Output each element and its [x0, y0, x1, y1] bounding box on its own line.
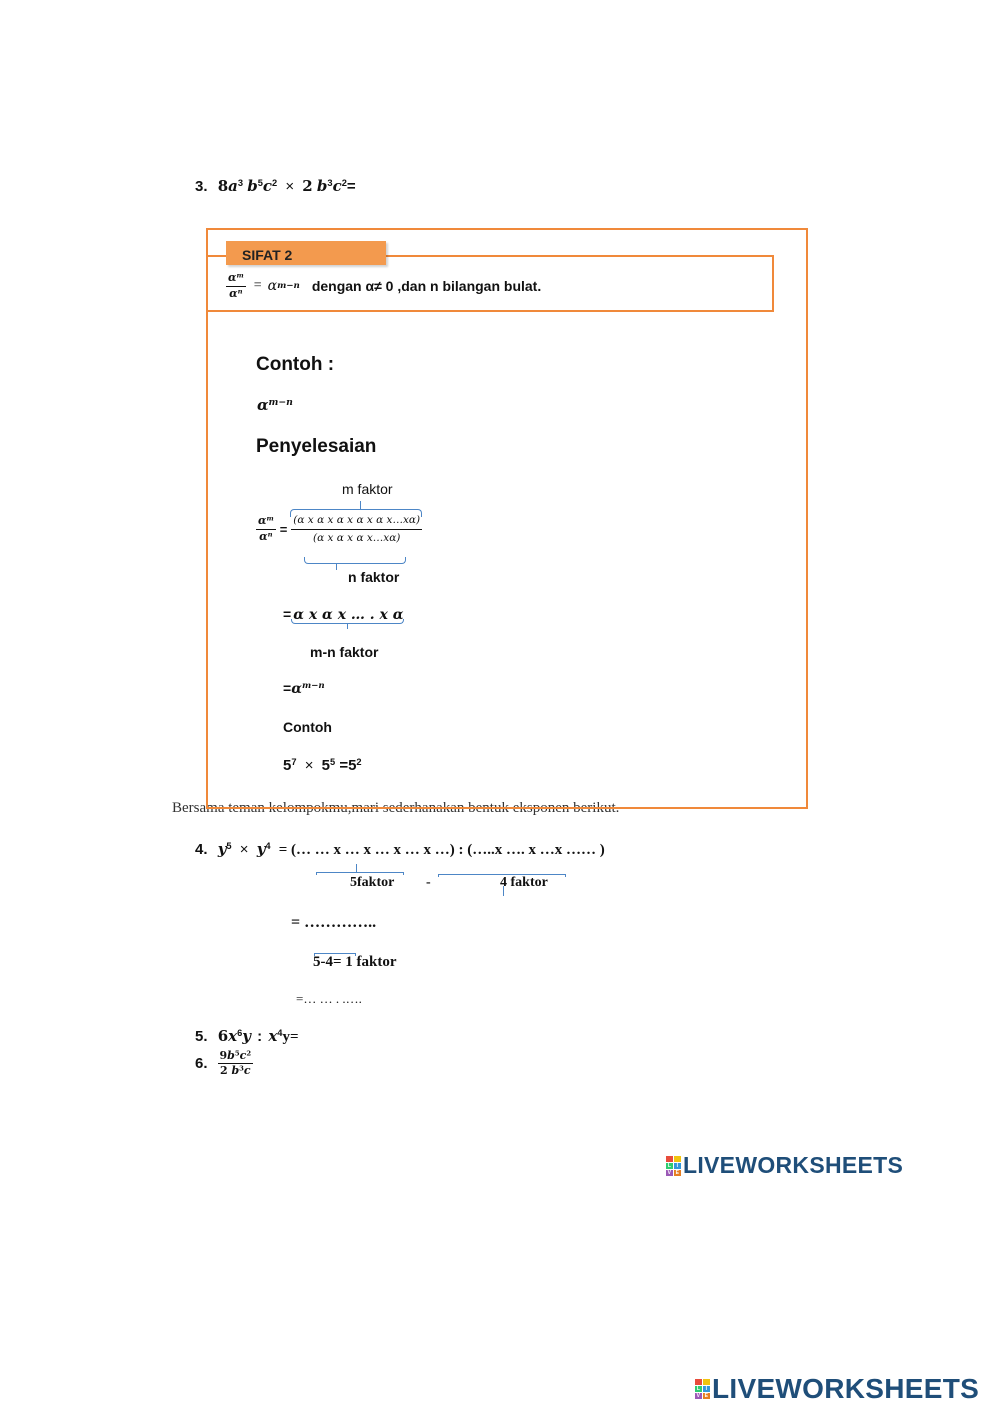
exponent: 4: [277, 1027, 283, 1038]
5faktor-brace-tick: [356, 864, 357, 872]
variable-c: c: [239, 1049, 247, 1062]
mn-faktor-brace-tick: [347, 624, 348, 629]
logo-mark-cell: I: [703, 1386, 710, 1392]
variable-a: a: [228, 177, 238, 195]
4faktor-label: 4 faktor: [500, 875, 548, 890]
5faktor-label: 5faktor: [350, 875, 395, 890]
times-sign: ×: [239, 841, 249, 858]
base: α: [258, 514, 267, 528]
exponent: m−n: [301, 681, 325, 692]
problem-5: [195, 1027, 299, 1046]
base: α: [291, 681, 302, 697]
expansion-blanks: = (… … x … x … x … x …) : (…..x …. x …x …… ): [278, 842, 605, 858]
base: α: [267, 278, 278, 295]
problem-number: 6.: [195, 1054, 208, 1072]
logo-mark-cell: [666, 1156, 673, 1162]
coefficient: 6: [217, 1027, 229, 1045]
equals-sign: =: [253, 278, 262, 294]
problem-number: 4.: [195, 841, 208, 858]
problem-4-step-blank: = …………..: [291, 914, 377, 931]
liveworksheets-logo: [666, 1152, 903, 1179]
exponent: 2: [356, 756, 362, 767]
times-sign: ×: [304, 757, 314, 774]
problem-6-fraction: [218, 1050, 254, 1076]
step-3: [283, 680, 325, 697]
exponent: n: [267, 530, 273, 539]
exponent: 3: [239, 1063, 244, 1072]
problem-4: [195, 840, 605, 859]
times-sign: ×: [285, 178, 295, 195]
m-faktor-brace-tick: [360, 501, 361, 509]
coefficient: 8: [217, 177, 229, 195]
logo-text: LIVEWORKSHEETS: [712, 1373, 980, 1404]
variable-y: y: [242, 1027, 251, 1045]
equals-sign: =: [346, 178, 356, 195]
logo-mark-cell: [695, 1379, 702, 1385]
logo-mark-cell: [674, 1156, 681, 1162]
mn-faktor-label: m-n faktor: [310, 644, 379, 660]
exponent: 2: [272, 177, 278, 188]
colon-sign: :: [257, 1028, 263, 1045]
variable-b: b: [247, 177, 258, 195]
exponent: 5: [226, 840, 232, 851]
penyelesaian-fraction: [256, 515, 422, 544]
variable-b: b: [231, 1063, 240, 1077]
contoh-label: Contoh: [283, 719, 332, 735]
variable-c: c: [262, 177, 273, 195]
exponent: m−n: [268, 396, 293, 408]
problem-4-step-blank-2: =… … . .….: [296, 991, 362, 1006]
exponent: 5: [257, 177, 263, 188]
instruction-text: Bersama teman kelompokmu,mari sederhanakan bentuk eksponen berikut.: [172, 800, 620, 816]
equals-sign: =: [283, 680, 292, 696]
contoh-expression: [257, 396, 293, 414]
rule-fraction: [226, 272, 246, 300]
variable-y: y: [217, 840, 227, 858]
coefficient: 2: [302, 177, 313, 195]
logo-mark-icon: [666, 1156, 681, 1176]
logo-mark-cell: V: [696, 1393, 701, 1399]
exponent: 5: [329, 756, 336, 767]
sifat-2-rule: $\frac{\alpha^m}{\alpha^n}$ = α m−n dengan α≠ 0 ,dan n bilangan bulat.: [228, 271, 542, 300]
exponent: 5: [234, 1049, 240, 1058]
exponent: 2: [246, 1049, 252, 1058]
coefficient: 2: [219, 1063, 228, 1077]
logo-mark-cell: [703, 1379, 710, 1385]
exponent: 7: [291, 756, 297, 767]
n-faktor-label: n faktor: [348, 569, 400, 585]
equals-sign: =: [279, 522, 288, 538]
logo-mark-cell: E: [704, 1393, 709, 1399]
variable-c: c: [243, 1063, 251, 1077]
sifat-2-label: SIFAT 2: [242, 247, 293, 263]
base: 5: [283, 757, 292, 774]
step-2-expression: α x α x … . x α: [293, 607, 404, 623]
problem-number: 3.: [195, 178, 208, 195]
exponent: n: [237, 286, 243, 295]
expanded-numerator: (α x α x α x α x α x…xα): [291, 515, 422, 530]
exponent: m: [236, 271, 244, 280]
equals-sign: =: [339, 757, 349, 774]
logo-mark-cell: L: [696, 1386, 701, 1392]
liveworksheets-logo-footer: [695, 1373, 979, 1405]
equals-sign: =: [283, 606, 292, 622]
variable-x: x: [268, 1027, 278, 1045]
m-faktor-label: m faktor: [342, 481, 393, 497]
logo-mark-cell: I: [674, 1163, 681, 1169]
logo-mark-cell: E: [675, 1169, 680, 1176]
exponent: m: [266, 514, 274, 523]
logo-mark-cell: L: [667, 1162, 672, 1169]
variable-y: y: [256, 840, 266, 858]
exponent: 2: [341, 177, 347, 188]
example-equation: [283, 757, 362, 774]
variable-b: b: [227, 1049, 235, 1062]
exponent: 4: [265, 840, 271, 851]
minus-sign: -: [426, 875, 431, 890]
rule-description: dengan α≠ 0 ,dan n bilangan bulat.: [311, 278, 542, 295]
variable-x: x: [228, 1027, 238, 1045]
exponent: 6: [237, 1027, 243, 1038]
difference-label: 5-4= 1 faktor: [313, 954, 397, 970]
base: α: [257, 396, 269, 414]
logo-text: LIVEWORKSHEETS: [683, 1152, 904, 1178]
base: α: [228, 271, 237, 284]
base: 5: [348, 757, 357, 774]
base: α: [229, 286, 238, 300]
left-fraction: [256, 515, 276, 543]
problem-number: 5.: [195, 1028, 208, 1045]
n-faktor-brace-tick: [336, 564, 337, 570]
exponent: 3: [327, 177, 333, 188]
exponent: 3: [237, 177, 244, 188]
logo-mark-icon: [695, 1379, 710, 1399]
variable-b: b: [316, 177, 328, 195]
penyelesaian-heading: Penyelesaian: [256, 436, 377, 457]
contoh-heading: Contoh :: [256, 354, 335, 375]
base: 5: [321, 757, 330, 774]
problem-5-tail: y=: [282, 1029, 299, 1045]
variable-c: c: [332, 177, 342, 195]
expanded-denominator: (α x α x α x…xα): [312, 532, 401, 545]
logo-mark-cell: V: [667, 1169, 672, 1176]
expanded-fraction: [291, 515, 422, 544]
n-faktor-brace: [304, 557, 406, 564]
problem-6: [195, 1050, 253, 1076]
coefficient: 9: [219, 1049, 228, 1062]
problem-3: [195, 177, 356, 195]
base: α: [259, 530, 268, 544]
